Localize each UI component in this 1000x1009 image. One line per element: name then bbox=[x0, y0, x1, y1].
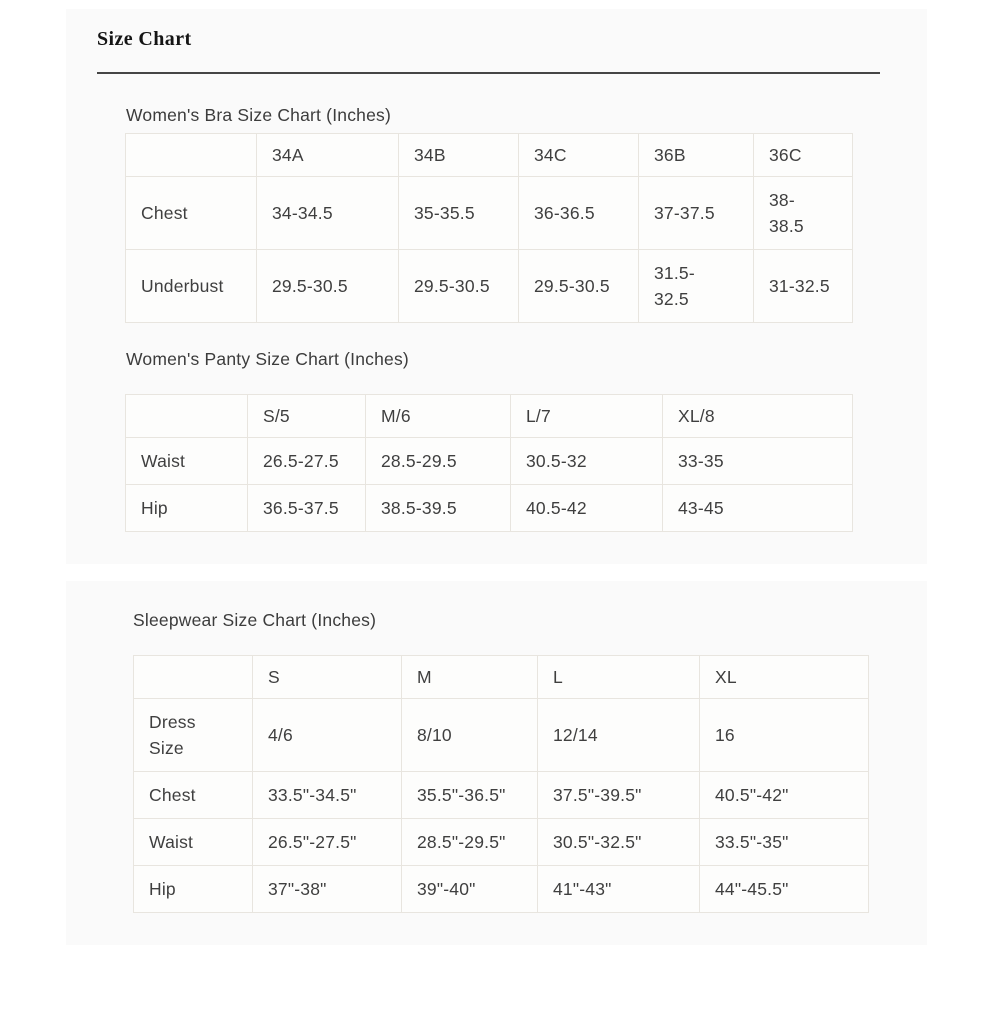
title-divider bbox=[97, 72, 880, 74]
column-header: S/5 bbox=[248, 395, 366, 438]
column-header: XL bbox=[700, 656, 869, 699]
table-row bbox=[134, 699, 869, 772]
row-label: Underbust bbox=[126, 250, 257, 323]
row-label: Hip bbox=[126, 485, 248, 532]
column-header: 36C bbox=[754, 134, 853, 177]
table-cell: 44"-45.5" bbox=[700, 866, 869, 913]
column-header bbox=[126, 395, 248, 438]
panty-chart-heading: Women's Panty Size Chart (Inches) bbox=[126, 349, 409, 369]
table-cell: 36.5-37.5 bbox=[248, 485, 366, 532]
table-cell: 34-34.5 bbox=[257, 177, 399, 250]
table-row bbox=[126, 438, 853, 485]
table-cell: 35-35.5 bbox=[399, 177, 519, 250]
table-cell: 33.5"-34.5" bbox=[253, 772, 402, 819]
table-cell: 31-32.5 bbox=[754, 250, 853, 323]
table-cell: 43-45 bbox=[663, 485, 853, 532]
table-cell: 37.5"-39.5" bbox=[538, 772, 700, 819]
table-cell: 29.5-30.5 bbox=[257, 250, 399, 323]
bra-chart-heading: Women's Bra Size Chart (Inches) bbox=[126, 105, 391, 125]
header-row bbox=[134, 656, 869, 699]
row-label: Waist bbox=[134, 819, 253, 866]
table-cell: 31.5- 32.5 bbox=[639, 250, 754, 323]
table-cell: 35.5"-36.5" bbox=[402, 772, 538, 819]
table-cell: 12/14 bbox=[538, 699, 700, 772]
table-row bbox=[134, 772, 869, 819]
page-title: Size Chart bbox=[97, 28, 192, 50]
column-header: S bbox=[253, 656, 402, 699]
table-cell: 16 bbox=[700, 699, 869, 772]
row-label: Waist bbox=[126, 438, 248, 485]
table-cell: 38.5-39.5 bbox=[366, 485, 511, 532]
table-cell: 4/6 bbox=[253, 699, 402, 772]
table-cell: 26.5"-27.5" bbox=[253, 819, 402, 866]
table-cell: 39"-40" bbox=[402, 866, 538, 913]
table-cell: 30.5-32 bbox=[511, 438, 663, 485]
table-row bbox=[126, 485, 853, 532]
header-row bbox=[126, 134, 853, 177]
bra-size-table bbox=[125, 133, 853, 323]
column-header: L/7 bbox=[511, 395, 663, 438]
table-cell: 33-35 bbox=[663, 438, 853, 485]
header-row bbox=[126, 395, 853, 438]
table-cell: 37-37.5 bbox=[639, 177, 754, 250]
column-header: 34A bbox=[257, 134, 399, 177]
row-label: Chest bbox=[126, 177, 257, 250]
table-cell: 36-36.5 bbox=[519, 177, 639, 250]
row-label: Chest bbox=[134, 772, 253, 819]
table-cell: 8/10 bbox=[402, 699, 538, 772]
column-header: M/6 bbox=[366, 395, 511, 438]
table-row bbox=[126, 177, 853, 250]
size-chart-card bbox=[66, 9, 927, 564]
table-cell: 28.5"-29.5" bbox=[402, 819, 538, 866]
column-header: M bbox=[402, 656, 538, 699]
row-label: Hip bbox=[134, 866, 253, 913]
column-header: 36B bbox=[639, 134, 754, 177]
table-cell: 33.5"-35" bbox=[700, 819, 869, 866]
column-header bbox=[126, 134, 257, 177]
table-cell: 37"-38" bbox=[253, 866, 402, 913]
table-cell: 38- 38.5 bbox=[754, 177, 853, 250]
column-header bbox=[134, 656, 253, 699]
sleepwear-chart-card bbox=[66, 581, 927, 945]
table-cell: 28.5-29.5 bbox=[366, 438, 511, 485]
table-cell: 40.5"-42" bbox=[700, 772, 869, 819]
table-row bbox=[134, 866, 869, 913]
table-cell: 29.5-30.5 bbox=[399, 250, 519, 323]
table-cell: 41"-43" bbox=[538, 866, 700, 913]
column-header: L bbox=[538, 656, 700, 699]
table-cell: 26.5-27.5 bbox=[248, 438, 366, 485]
row-label: Dress Size bbox=[134, 699, 253, 772]
sleepwear-chart-heading: Sleepwear Size Chart (Inches) bbox=[133, 610, 377, 630]
panty-size-table bbox=[125, 394, 853, 532]
table-row bbox=[126, 250, 853, 323]
column-header: 34B bbox=[399, 134, 519, 177]
table-row bbox=[134, 819, 869, 866]
column-header: 34C bbox=[519, 134, 639, 177]
table-cell: 29.5-30.5 bbox=[519, 250, 639, 323]
table-cell: 40.5-42 bbox=[511, 485, 663, 532]
column-header: XL/8 bbox=[663, 395, 853, 438]
sleepwear-size-table bbox=[133, 655, 869, 913]
table-cell: 30.5"-32.5" bbox=[538, 819, 700, 866]
